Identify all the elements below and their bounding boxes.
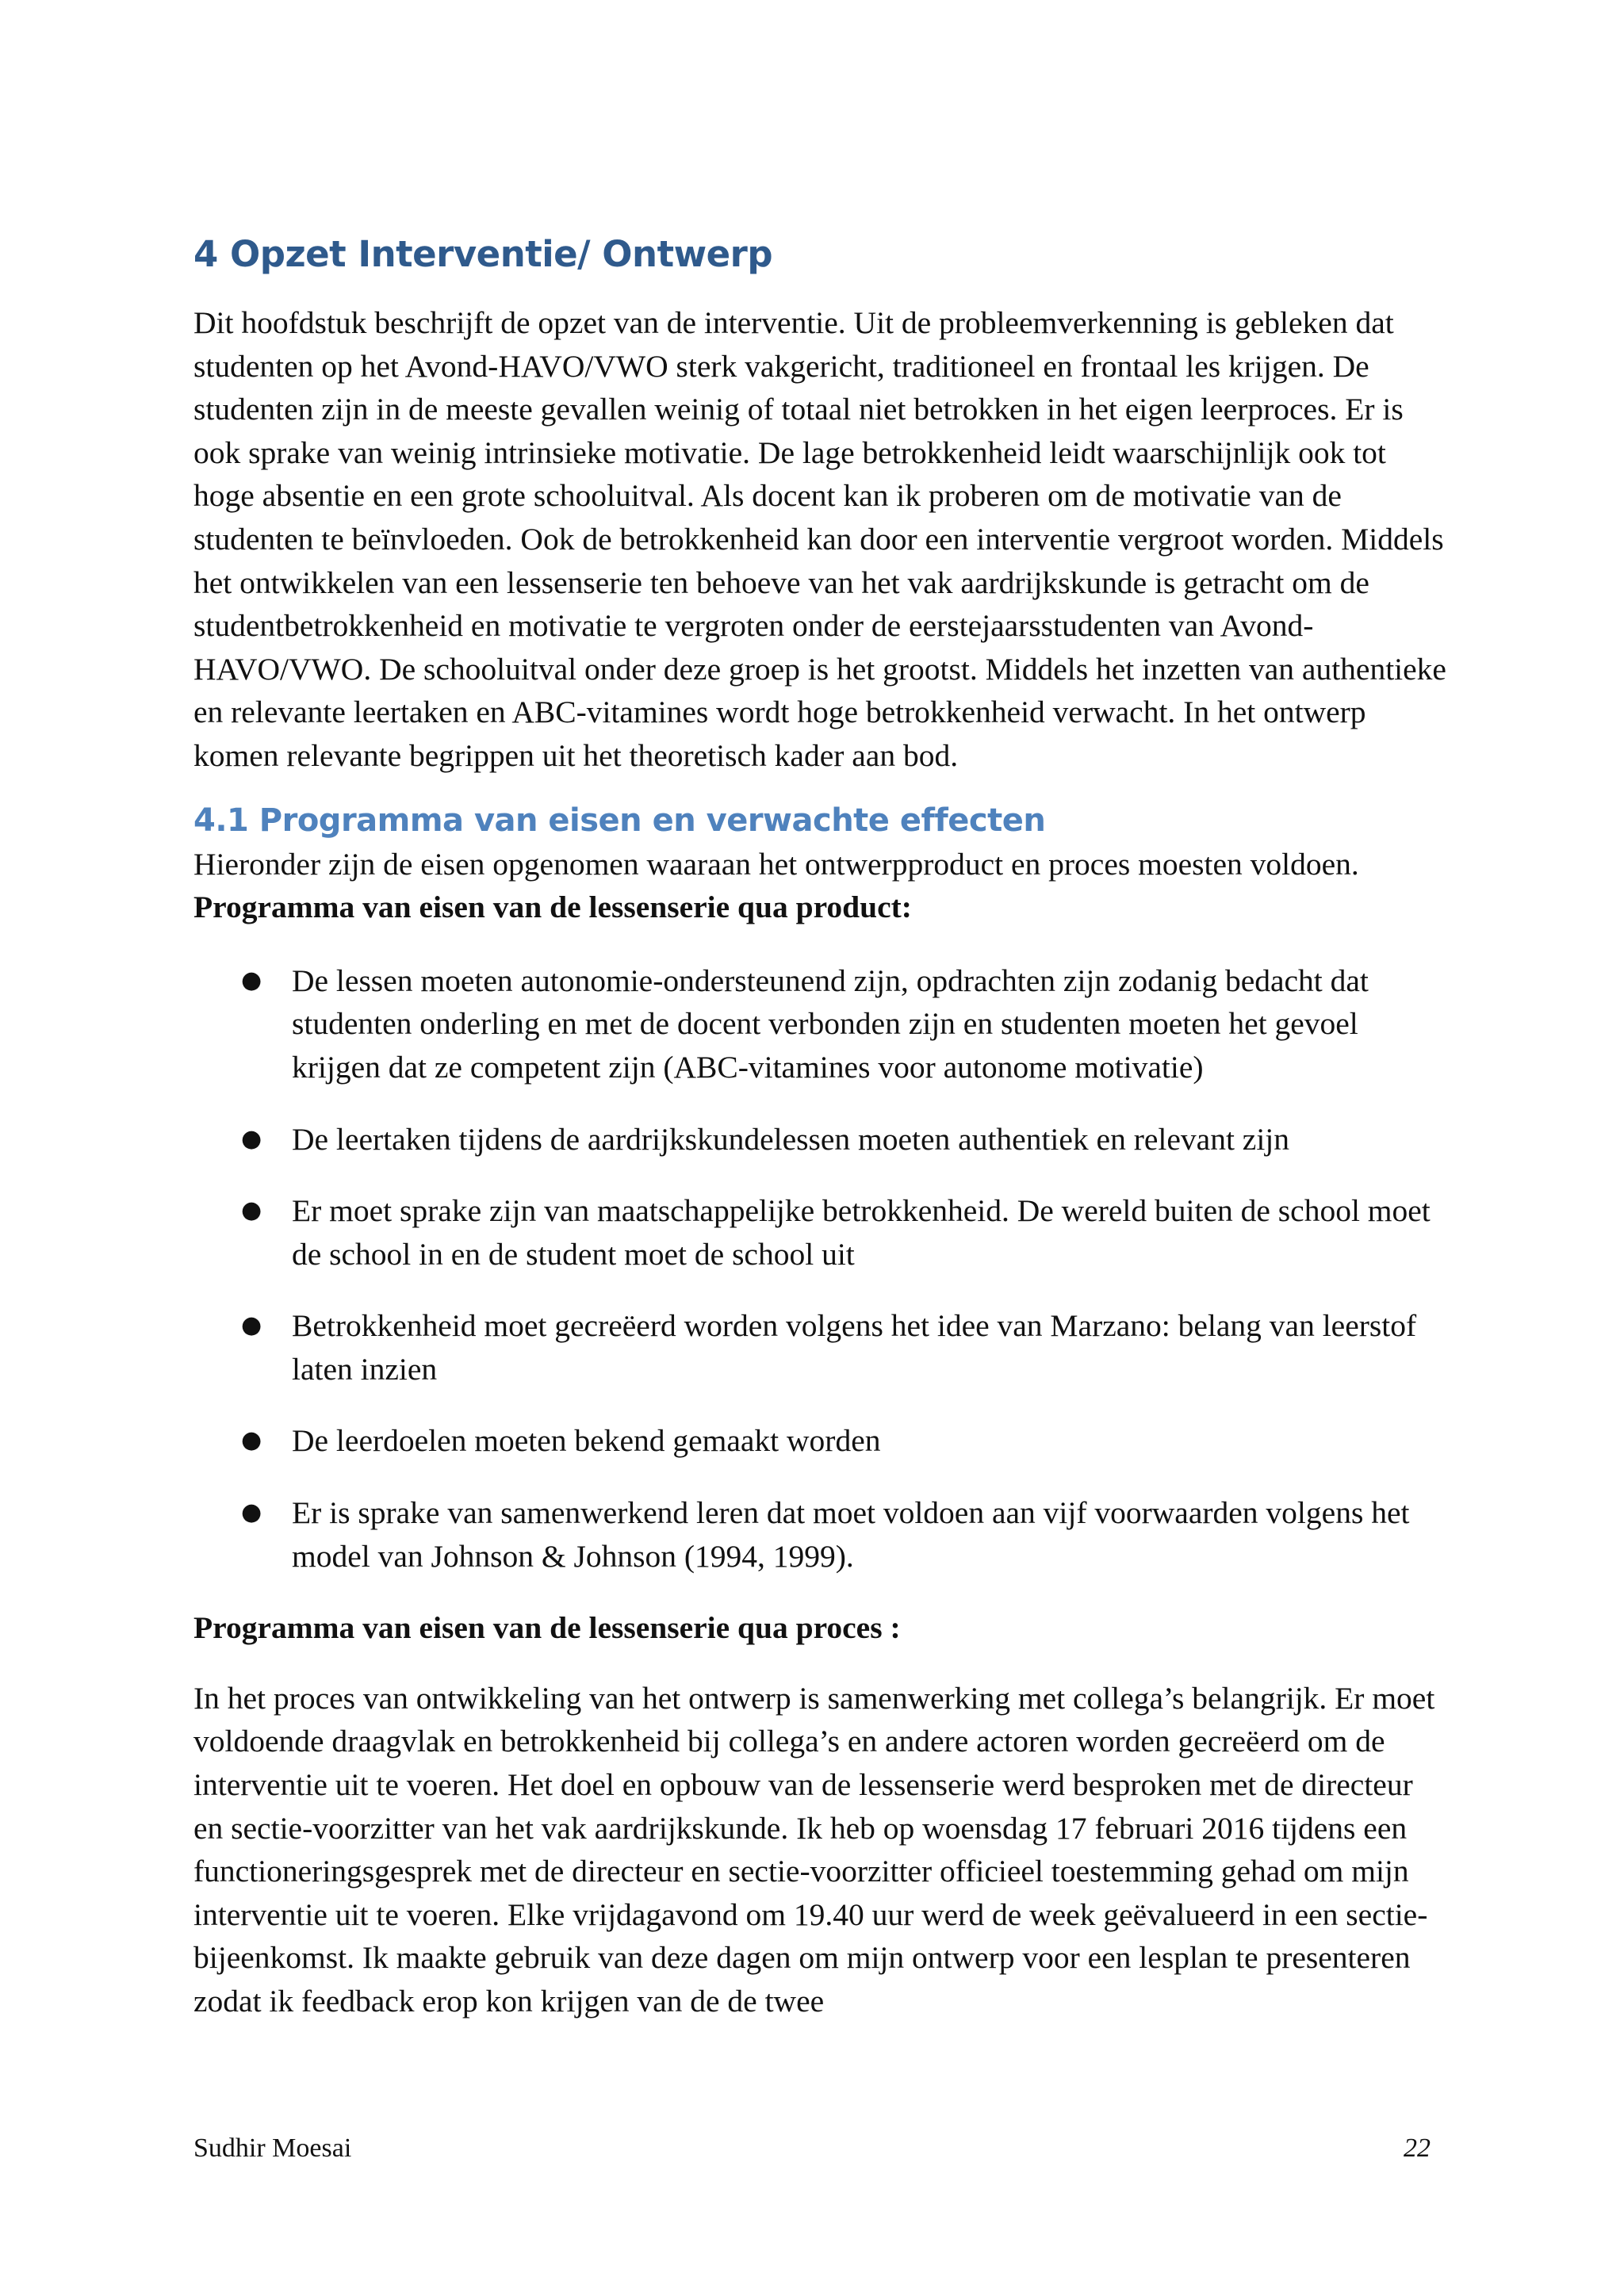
list-item-text: Er moet sprake zijn van maatschappelijke betrokkenheid. De wereld buiten de school moet de school in en de student moet de school uit bbox=[292, 1193, 1431, 1272]
section-lead: Hieronder zijn de eisen opgenomen waaraan het ontwerpproduct en proces moesten voldoen. bbox=[193, 846, 1359, 882]
page-number: 22 bbox=[1404, 2133, 1431, 2163]
list-item bbox=[193, 1419, 1446, 1463]
list-item bbox=[193, 1189, 1446, 1276]
intro-paragraph: Dit hoofdstuk beschrijft de opzet van de interventie. Uit de probleemverkenning is gebleken dat studenten op het Avond-HAVO/VWO sterk vakgericht, traditioneel en frontaal les krijgen. De studenten zijn in de meeste gevallen weinig of totaal niet betrokken in het eigen leerproces. Er is ook sprake van weinig intrinsieke motivatie. De lage betrokkenheid leidt waarschijnlijk ook tot hoge absentie en een grote schooluitval. Als docent kan ik proberen om de motivatie van de studenten te beïnvloeden. Ook de betrokkenheid kan door een interventie vergroot worden. Middels het ontwikkelen van een lessenserie ten behoeve van het vak aardrijkskunde is getracht om de studentbetrokkenheid en motivatie te vergroten onder de eerstejaarsstudenten van Avond-HAVO/VWO. De schooluitval onder deze groep is het grootst. Middels het inzetten van authentieke en relevante leertaken en ABC-vitamines wordt hoge betrokkenheid verwacht. In het ontwerp komen relevante begrippen uit het theoretisch kader aan bod. bbox=[193, 305, 1446, 773]
bullet-icon: ● bbox=[241, 1124, 262, 1153]
list-item-text: De leertaken tijdens de aardrijkskundelessen moeten authentiek en relevant zijn bbox=[292, 1121, 1290, 1157]
bullet-icon: ● bbox=[241, 1426, 262, 1455]
page-content bbox=[193, 230, 1446, 2023]
list-item-text: Er is sprake van samenwerkend leren dat moet voldoen aan vijf voorwaarden volgens het model van Johnson & Johnson (1994, 1999). bbox=[292, 1495, 1410, 1574]
bullet-icon: ● bbox=[241, 966, 262, 994]
process-requirements-title: Programma van eisen van de lessenserie qua proces : bbox=[193, 1610, 901, 1646]
footer-author: Sudhir Moesai bbox=[193, 2133, 352, 2163]
process-paragraph: In het proces van ontwikkeling van het ontwerp is samenwerking met collega’s belangrijk. Er moet voldoende draagvlak en betrokkenheid bij collega’s en andere actoren worden gecreëerd om de interventie uit te voeren. Het doel en opbouw van de lessenserie werd besproken met de directeur en sectie-voorzitter van het vak aardrijkskunde. Ik heb op woensdag 17 februari 2016 tijdens een functioneringsgesprek met de directeur en sectie-voorzitter officieel toestemming gehad om mijn interventie uit te voeren. Elke vrijdagavond om 19.40 uur werd de week geëvalueerd in een sectie-bijeenkomst. Ik maakte gebruik van deze dagen om mijn ontwerp voor een lesplan te presenteren zodat ik feedback erop kon krijgen van de de twee bbox=[193, 1680, 1435, 2019]
chapter-heading: 4 Opzet Interventie/ Ontwerp bbox=[193, 233, 773, 275]
list-item-text: De lessen moeten autonomie-ondersteunend zijn, opdrachten zijn zodanig bedacht dat studenten onderling en met de docent verbonden zijn en studenten moeten het gevoel krijgen dat ze competent zijn (ABC-vitamines voor autonome motivatie) bbox=[292, 962, 1369, 1085]
bullet-icon: ● bbox=[241, 1196, 262, 1225]
list-item bbox=[193, 1118, 1446, 1161]
list-item bbox=[193, 1304, 1446, 1391]
list-item-text: De leerdoelen moeten bekend gemaakt worden bbox=[292, 1423, 881, 1459]
bullet-icon: ● bbox=[241, 1311, 262, 1340]
list-item-text: Betrokkenheid moet gecreëerd worden volgens het idee van Marzano: belang van leerstof laten inzien bbox=[292, 1308, 1417, 1387]
product-requirements-list bbox=[193, 959, 1446, 1578]
section-heading: 4.1 Programma van eisen en verwachte effecten bbox=[193, 802, 1046, 839]
product-requirements-title: Programma van eisen van de lessenserie qua product: bbox=[193, 890, 912, 925]
bullet-icon: ● bbox=[241, 1498, 262, 1527]
list-item bbox=[193, 1491, 1446, 1578]
section-block bbox=[193, 798, 1446, 2023]
list-item bbox=[193, 959, 1446, 1089]
